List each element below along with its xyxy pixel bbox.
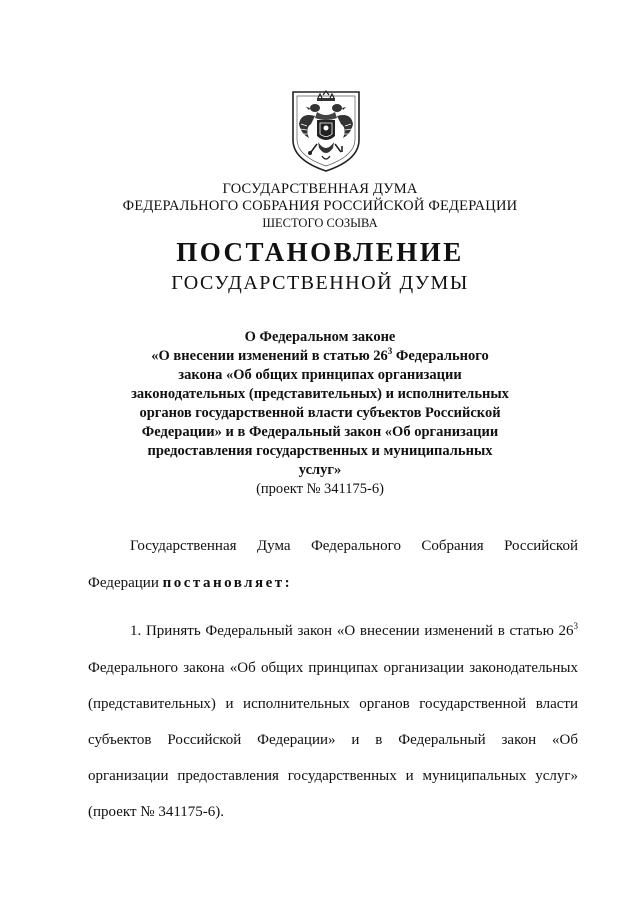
item1-line: (представительных) и исполнительных органов государственной власти [88,696,578,712]
item1-line: 1. Принять Федеральный закон «О внесении изменений в статью $26^3$ [130,621,578,639]
document-title: ПОСТАНОВЛЕНИЕ [176,237,464,267]
item1-line: Федерального закона «Об общих принципах организации законодательных [88,660,578,676]
resolves-keyword: постановляет: [162,575,293,591]
coat-of-arms-emblem [287,88,365,174]
subject-line: закона «Об общих принципах организации [178,367,462,383]
document-subject [110,328,530,499]
header-line-duma: ГОСУДАРСТВЕННАЯ ДУМА [222,181,418,197]
subject-line: Федерации» и в Федеральный закон «Об организации [141,424,499,440]
item1-line: организации предоставления государственных и муниципальных услуг» [88,768,578,784]
preamble-line: Федерации постановляет: [88,575,293,591]
header-line-convocation: ШЕСТОГО СОЗЫВА [262,216,378,230]
header-line-federal-assembly: ФЕДЕРАЛЬНОГО СОБРАНИЯ РОССИЙСКОЙ ФЕДЕРАЦИИ [122,198,518,214]
subject-line: О Федеральном законе [244,329,396,345]
document-subtitle: ГОСУДАРСТВЕННОЙ ДУМЫ [171,272,469,294]
item1-line: субъектов Российской Федерации» и в Федеральный закон «Об [88,732,578,748]
double-headed-eagle-icon [287,88,365,174]
subject-line: услуг» [298,462,342,478]
subject-line: органов государственной власти субъектов Российской [139,405,501,421]
subject-line: предоставления государственных и муниципальных [147,443,493,459]
item1-line: (проект № 341175-6). [88,804,225,820]
subject-line: законодательных (представительных) и исполнительных [131,386,509,402]
preamble-line: Государственная Дума Федерального Собрания Российской [130,538,578,554]
subject-line: «О внесении изменений в статью $26^3$ Федерального [151,346,489,364]
project-number: (проект № 341175-6) [256,481,384,497]
